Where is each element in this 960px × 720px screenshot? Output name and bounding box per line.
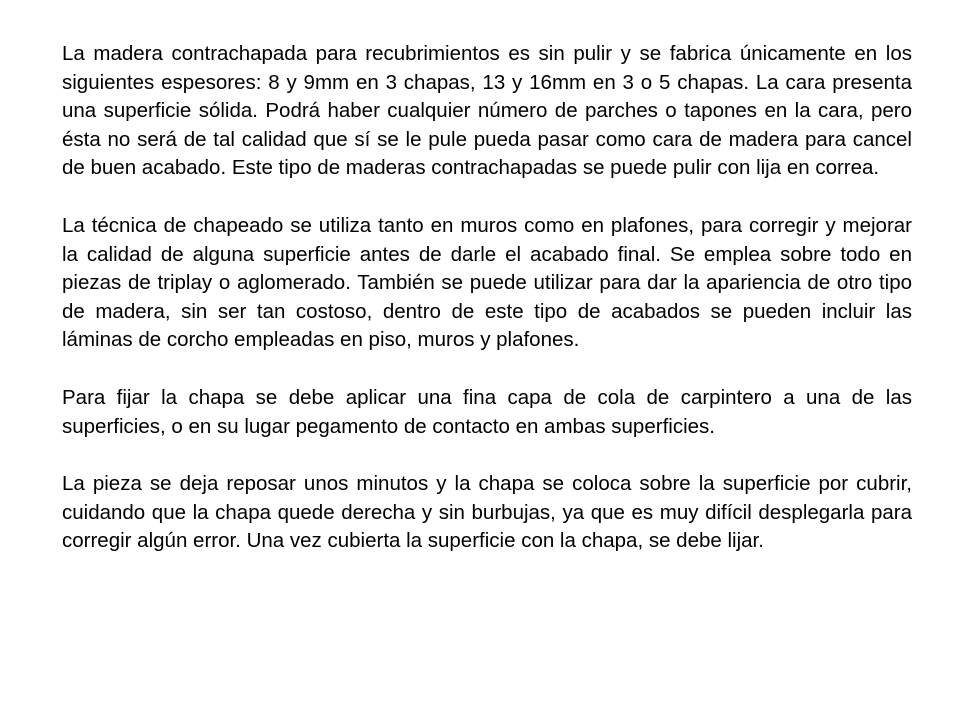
paragraph-plywood: La madera contrachapada para recubrimientos es sin pulir y se fabrica únicamente en los siguientes espesores: 8 y 9mm en 3 chapas, 13 y 16mm en 3 o 5 chapas. La cara presenta una superficie sólida. Podrá haber cualquier número de parches o tapones en la cara, pero ésta no será de tal calidad que sí se le pule pueda pasar como cara de madera para cancel de buen acabado. Este tipo de maderas contrachapadas se puede pulir con lija en correa. (62, 42, 912, 180)
paragraph-fixing-veneer: Para fijar la chapa se debe aplicar una fina capa de cola de carpintero a una de las superficies, o en su lugar pegamento de contacto en ambas superficies. (62, 385, 912, 438)
text-body (62, 40, 912, 585)
paragraph-veneering-technique: La técnica de chapeado se utiliza tanto en muros como en plafones, para corregir y mejorar la calidad de alguna superficie antes de darle el acabado final. Se emplea sobre todo en piezas de triplay o aglomerado. También se puede utilizar para dar la apariencia de otro tipo de madera, sin ser tan costoso, dentro de este tipo de acabados se pueden incluir las láminas de corcho empleadas en piso, muros y plafones. (62, 213, 912, 352)
paragraph-placing-veneer: La pieza se deja reposar unos minutos y la chapa se coloca sobre la superficie por cubrir, cuidando que la chapa quede derecha y sin burbujas, ya que es muy difícil desplegarla para corregir algún error. Una vez cubierta la superficie con la chapa, se debe lijar. (62, 472, 912, 553)
